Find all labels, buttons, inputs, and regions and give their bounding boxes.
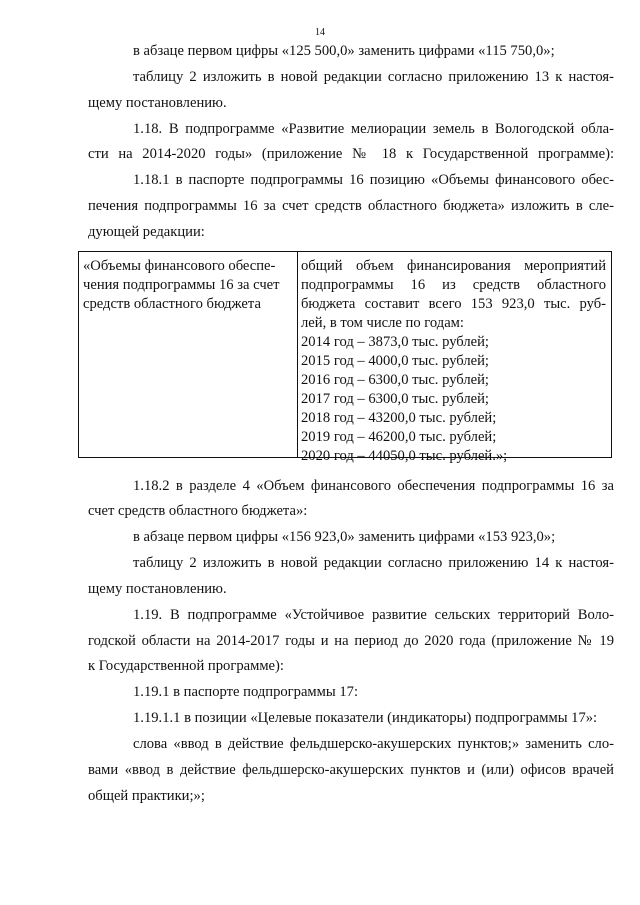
paragraph-line: в абзаце первом цифры «156 923,0» заменить цифрами «153 923,0»; — [133, 529, 556, 545]
paragraph-line: щему постановлению. — [88, 95, 227, 111]
paragraph-line: слова «ввод в действие фельдшерско-акушерских пунктов;» заменить сло- — [133, 736, 614, 752]
paragraph-line: вами «ввод в действие фельдшерско-акушерских пунктов и (или) офисов врачей — [88, 762, 614, 778]
paragraph-line: 1.18.2 в разделе 4 «Объем финансового обеспечения подпрограммы 16 за — [133, 478, 614, 494]
paragraph-line: общей практики;»; — [88, 788, 205, 804]
paragraph-line: таблицу 2 изложить в новой редакции согласно приложению 13 к настоя- — [133, 69, 614, 85]
paragraph-line: печения подпрограммы 16 за счет средств областного бюджета» изложить в сле- — [88, 198, 614, 214]
table-column-divider — [297, 252, 298, 457]
paragraph-line: к Государственной программе): — [88, 658, 284, 674]
table-cell-line: бюджета составит всего 153 923,0 тыс. руб- — [301, 296, 606, 312]
table-cell-line: 2017 год – 6300,0 тыс. рублей; — [301, 391, 489, 407]
table-cell-line: средств областного бюджета — [83, 296, 261, 312]
table-cell-line: 2018 год – 43200,0 тыс. рублей; — [301, 410, 497, 426]
table-cell-line: 2016 год – 6300,0 тыс. рублей; — [301, 372, 489, 388]
table-cell-line: 2019 год – 46200,0 тыс. рублей; — [301, 429, 497, 445]
funding-table — [78, 251, 612, 464]
paragraph-line: 1.18.1 в паспорте подпрограммы 16 позицию «Объемы финансового обес- — [133, 172, 614, 188]
paragraph-line: щему постановлению. — [88, 581, 227, 597]
paragraph-line: 1.19.1 в паспорте подпрограммы 17: — [133, 684, 358, 700]
table-cell-line: лей, в том числе по годам: — [301, 315, 464, 331]
paragraph-line: дующей редакции: — [88, 224, 205, 240]
table-cell-line: 2020 год – 44050,0 тыс. рублей.»; — [301, 448, 508, 464]
paragraph-line: 1.18. В подпрограмме «Развитие мелиорации земель в Вологодской обла- — [133, 121, 614, 137]
paragraph-line: годской области на 2014-2017 годы и на период до 2020 года (приложение № 19 — [88, 633, 614, 649]
table-cell-line: чения подпрограммы 16 за счет — [83, 277, 280, 293]
paragraph-line: таблицу 2 изложить в новой редакции согласно приложению 14 к настоя- — [133, 555, 614, 571]
page-number: 14 — [315, 27, 325, 38]
table-left-cell — [83, 257, 293, 314]
table-right-cell — [301, 257, 606, 466]
table-cell-line: 2015 год – 4000,0 тыс. рублей; — [301, 353, 489, 369]
paragraph-line: 1.19.1.1 в позиции «Целевые показатели (индикаторы) подпрограммы 17»: — [133, 710, 598, 726]
paragraph-line: сти на 2014-2020 годы» (приложение № 18 к Государственной программе): — [88, 146, 614, 162]
table-cell-line: «Объемы финансового обеспе- — [83, 258, 276, 274]
table-cell-line: 2014 год – 3873,0 тыс. рублей; — [301, 334, 489, 350]
table-cell-line: подпрограммы 16 из средств областного — [301, 277, 606, 293]
paragraph-line: 1.19. В подпрограмме «Устойчивое развитие сельских территорий Воло- — [133, 607, 614, 623]
paragraph-line: счет средств областного бюджета»: — [88, 503, 308, 519]
paragraph-line: в абзаце первом цифры «125 500,0» заменить цифрами «115 750,0»; — [133, 43, 555, 59]
table-cell-line: общий объем финансирования мероприятий — [301, 258, 606, 274]
